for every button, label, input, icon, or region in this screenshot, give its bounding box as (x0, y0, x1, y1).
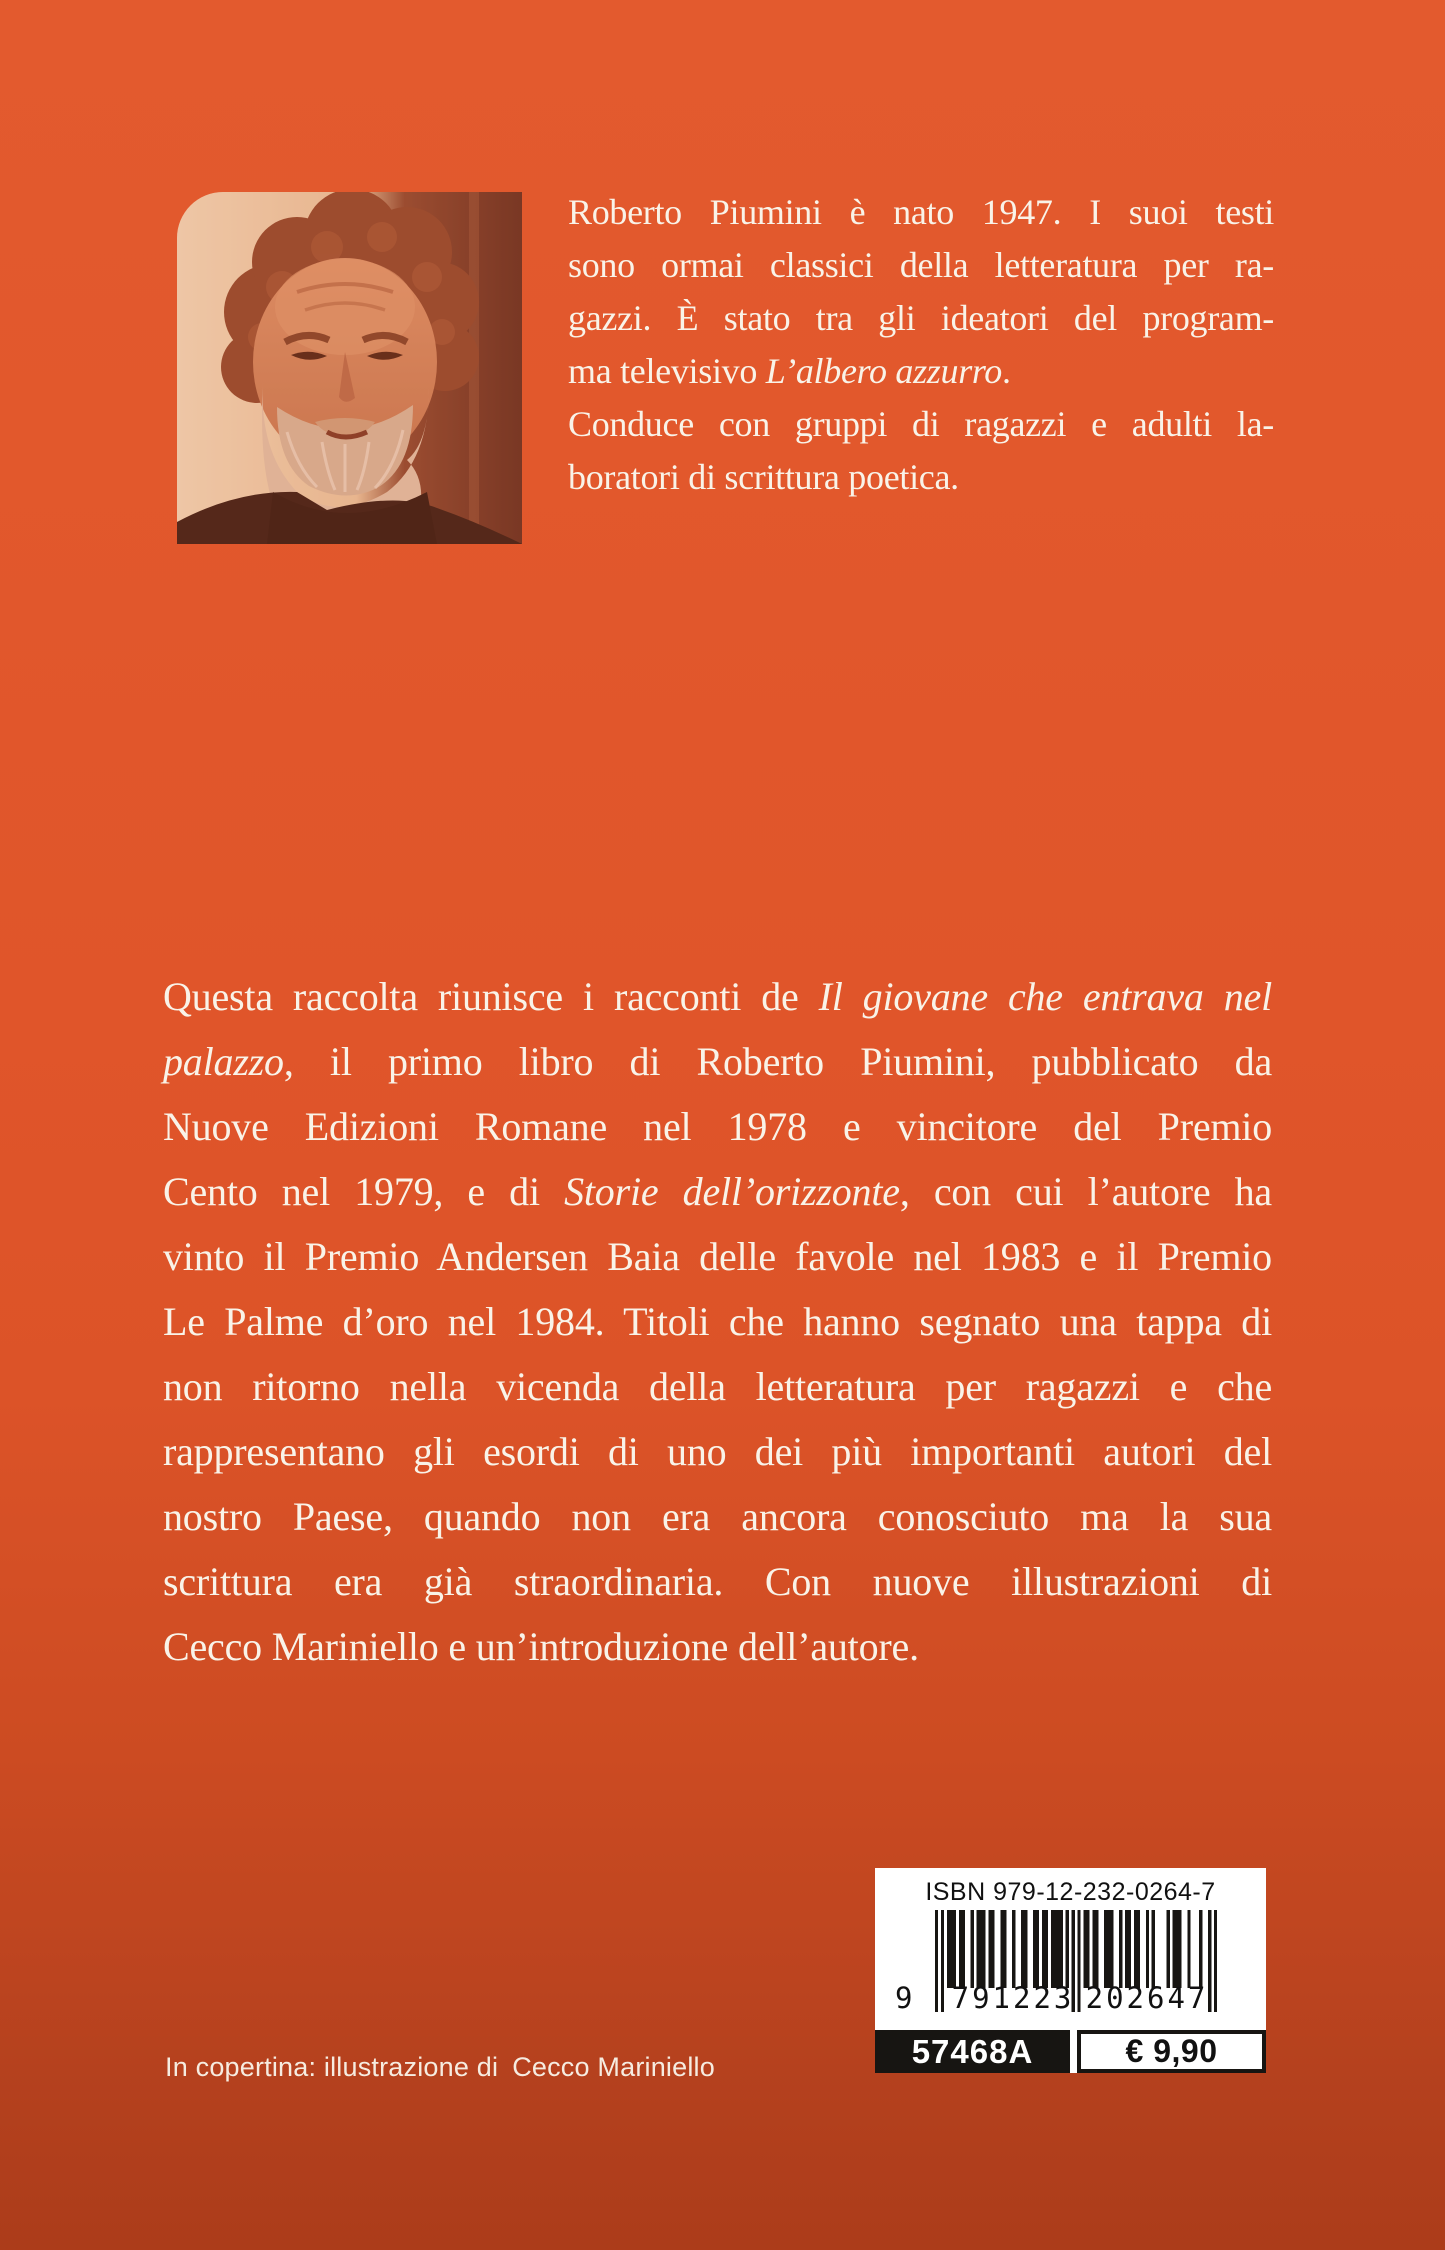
author-photo-illustration (177, 192, 522, 544)
price-tag: € 9,90 (1077, 2030, 1266, 2073)
text-segment: rappresentano gli esordi di uno dei più importanti autori del (163, 1429, 1272, 1474)
text-line (163, 1029, 1272, 1094)
barcode-block (875, 1868, 1266, 2073)
text-line (163, 1614, 1272, 1679)
text-line (163, 1354, 1272, 1419)
book-title-italic: Storie dell’orizzonte (564, 1169, 900, 1214)
author-photo (177, 192, 522, 544)
text-line (163, 1094, 1272, 1159)
ean-digits-right: 202647 (1085, 1981, 1209, 2015)
text-line (163, 1549, 1272, 1614)
text-segment: Le Palme d’oro nel 1984. Titoli che hanno segnato una tappa di (163, 1299, 1272, 1344)
text-segment: . (1002, 351, 1011, 391)
edition-code: 57468A (875, 2030, 1070, 2073)
book-description (163, 964, 1272, 1679)
text-line (568, 292, 1274, 345)
text-segment: Nuove Edizioni Romane nel 1978 e vincitore del Premio (163, 1104, 1272, 1149)
barcode-row-divider (1070, 2030, 1077, 2073)
book-title-italic: palazzo (163, 1039, 284, 1084)
cover-credit-prefix: In copertina: illustrazione di (165, 2052, 499, 2082)
text-segment: ma televisivo (568, 351, 766, 391)
text-line (568, 239, 1274, 292)
text-segment: , il primo libro di Roberto Piumini, pubblicato da (283, 1039, 1272, 1084)
text-line (568, 398, 1274, 451)
barcode-bottom-row (875, 2030, 1266, 2073)
ean-digits-left: 791223 (951, 1981, 1075, 2015)
cover-credit-name: Cecco Mariniello (512, 2052, 715, 2082)
text-segment: Conduce con gruppi di ragazzi e adulti la- (568, 404, 1274, 444)
text-line (163, 1159, 1272, 1224)
text-line (568, 451, 1274, 504)
text-line (163, 1419, 1272, 1484)
text-line (163, 1289, 1272, 1354)
book-title-italic: L’albero azzurro (765, 351, 1002, 391)
author-bio (568, 186, 1274, 504)
text-line (568, 186, 1274, 239)
text-segment: gazzi. È stato tra gli ideatori del program- (568, 298, 1274, 338)
text-segment: Roberto Piumini è nato 1947. I suoi testi (568, 192, 1274, 232)
text-segment: boratori di scrittura poetica. (568, 457, 959, 497)
cover-credit (165, 2052, 715, 2083)
text-line (568, 345, 1274, 398)
text-line (163, 1484, 1272, 1549)
book-title-italic: Il giovane che entrava nel (818, 974, 1273, 1019)
text-line (163, 964, 1272, 1029)
ean-digit-first: 9 (895, 1981, 913, 2015)
text-segment: Questa raccolta riunisce i racconti de (163, 974, 819, 1019)
text-segment: sono ormai classici della letteratura per ra- (568, 245, 1274, 285)
text-segment: nostro Paese, quando non era ancora conosciuto ma la sua (163, 1494, 1272, 1539)
text-line (163, 1224, 1272, 1289)
text-segment: Cento nel 1979, e di (163, 1169, 565, 1214)
text-segment: , con cui l’autore ha (899, 1169, 1272, 1214)
text-segment: Cecco Mariniello e un’introduzione dell’autore. (163, 1624, 919, 1669)
text-segment: scrittura era già straordinaria. Con nuove illustrazioni di (163, 1559, 1272, 1604)
text-segment: non ritorno nella vicenda della letteratura per ragazzi e che (163, 1364, 1272, 1409)
text-segment: vinto il Premio Andersen Baia delle favole nel 1983 e il Premio (163, 1234, 1272, 1279)
isbn-text: ISBN 979-12-232-0264-7 (925, 1878, 1216, 1906)
